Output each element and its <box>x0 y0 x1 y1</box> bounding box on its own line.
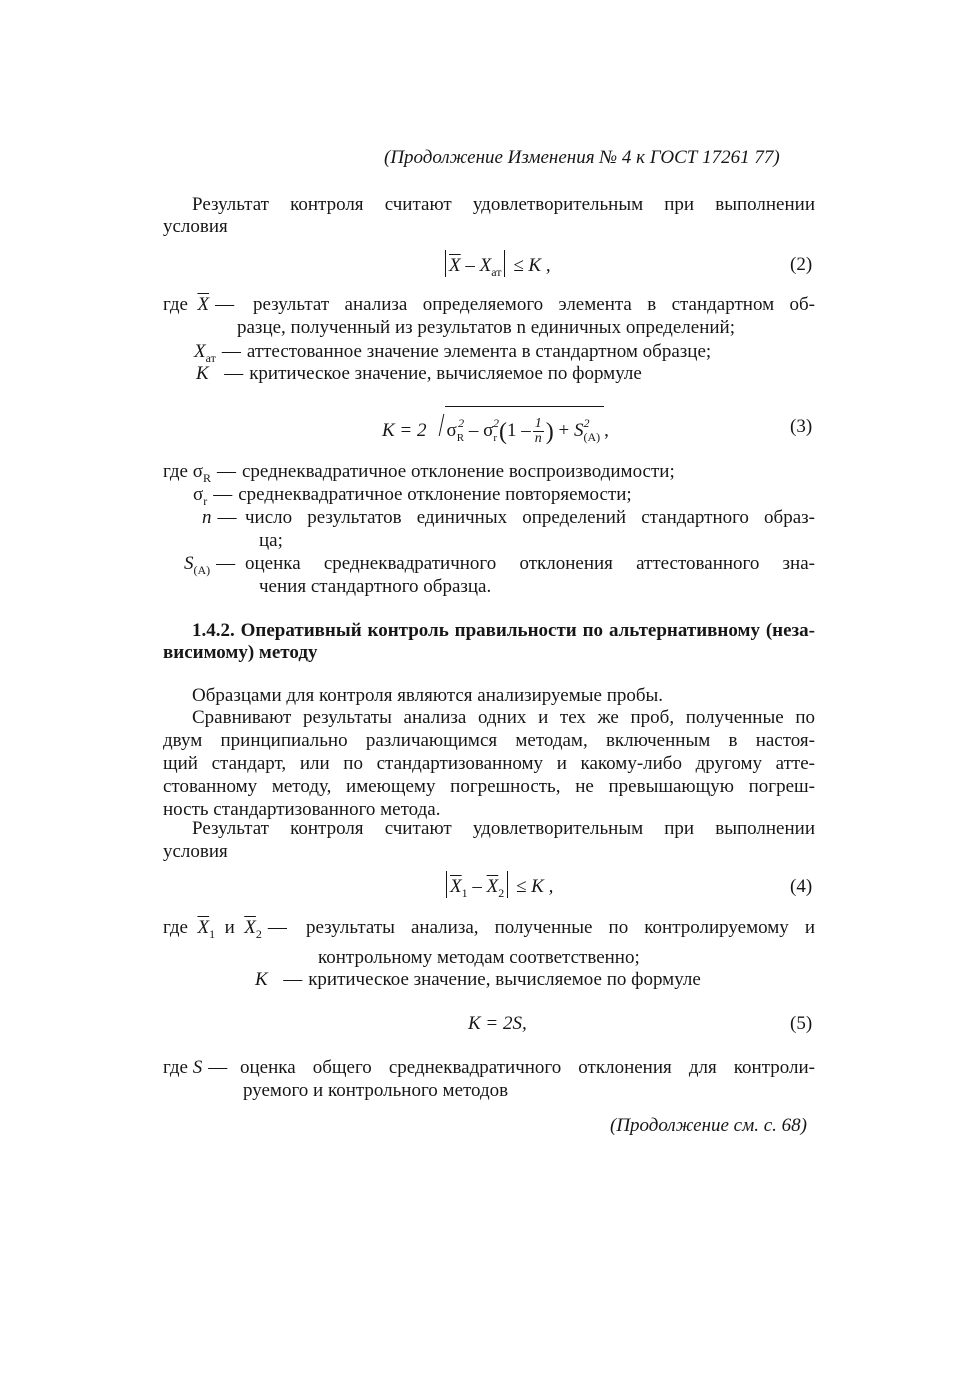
equation-4: $\overline{X}_1 - \overline{X}_2 \le K$ , <box>443 871 553 905</box>
where-1-row-xat: $X_{ат}$ — аттестованное значение элемента в стандартном образце; <box>194 341 712 365</box>
where-2-row-s: $S_{(A)}$ — <box>184 553 236 577</box>
paragraph-compare-line3: щий стандарт, или по стандартизованному и какому-либо другому атте- <box>163 753 815 774</box>
where-3-x-text-1: результаты анализа, полученные по контролируемому и <box>306 917 815 938</box>
where-4-s-text-1: оценка общего среднеквадратичного отклонения для контроли- <box>240 1057 815 1078</box>
paragraph-condition2-line1: Результат контроля считают удовлетворительным при выполнении <box>192 818 815 839</box>
paragraph-condition-line2: условия <box>163 216 228 237</box>
where-2-row-sigma-small: $\sigma_r$ — среднеквадратичное отклонение повторяемости; <box>193 484 632 508</box>
where-4-s-text-2: руемого и контрольного методов <box>243 1080 509 1101</box>
paragraph-compare-line4: стованному методу, имеющему погрешность, не превышающую погреш- <box>163 776 815 797</box>
equation-5-number: (5) <box>790 1013 813 1034</box>
where-2-row-n: n — <box>202 507 237 528</box>
paragraph-samples: Образцами для контроля являются анализируемые пробы. <box>192 685 664 706</box>
where-1-xbar-text-1: результат анализа определяемого элемента в стандартном об- <box>253 294 815 315</box>
where-1-row-xbar: где $\overline{X}$ — <box>163 294 235 315</box>
equation-4-number: (4) <box>790 876 813 897</box>
equation-3: K = 2 $\sigma_R^2 - \sigma_r^2(1$ – $\frac{1}{n}$ ) + $S^2_{(A)}$ , <box>382 406 609 450</box>
where-1-row-k: K — критическое значение, вычисляемое по формуле <box>196 363 642 384</box>
section-heading-line2: висимому) методу <box>163 642 318 663</box>
equation-3-number: (3) <box>790 416 813 437</box>
where-1-xbar-text-2: разце, полученный из результатов n единичных определений; <box>237 317 735 338</box>
equation-2: $\overline{X} - X_{ат} \le K$ , <box>442 250 551 284</box>
where-2-n-text-1: число результатов единичных определений стандартного образ- <box>245 507 815 528</box>
equation-2-number: (2) <box>790 254 813 275</box>
paragraph-compare-line1: Сравнивают результаты анализа одних и тех же проб, полученные по <box>192 707 815 728</box>
where-2-s-text-2: чения стандартного образца. <box>259 576 492 597</box>
where-3-x-text-2: контрольному методам соответственно; <box>318 947 640 968</box>
continuation-note: (Продолжение см. с. 68) <box>610 1115 808 1136</box>
paragraph-compare-line2: двум принципиально различающимся методам, включенным в настоя- <box>163 730 815 751</box>
where-2-n-text-2: ца; <box>259 530 283 551</box>
where-3-row-k: K — критическое значение, вычисляемое по формуле <box>255 969 701 990</box>
section-heading-line1: 1.4.2. Оперативный контроль правильности по альтернативному (неза- <box>192 620 815 641</box>
paragraph-condition2-line2: условия <box>163 841 228 862</box>
equation-5: K = 2S, <box>468 1013 527 1034</box>
page-header: (Продолжение Изменения № 4 к ГОСТ 17261 77) <box>384 147 780 168</box>
paragraph-condition-line1: Результат контроля считают удовлетворительным при выполнении <box>192 194 815 215</box>
where-3-row-x: где $\overline{X}_1$ и $\overline{X}_2$ — <box>163 917 287 941</box>
where-4-row-s: где S — <box>163 1057 228 1078</box>
paragraph-compare-line5: ность стандартизованного метода. <box>163 799 441 820</box>
where-2-s-text-1: оценка среднеквадратичного отклонения аттестованного зна- <box>245 553 815 574</box>
where-2-row-sigma-r: где $\sigma_R$ — среднеквадратичное отклонение воспроизводимости; <box>163 461 675 485</box>
